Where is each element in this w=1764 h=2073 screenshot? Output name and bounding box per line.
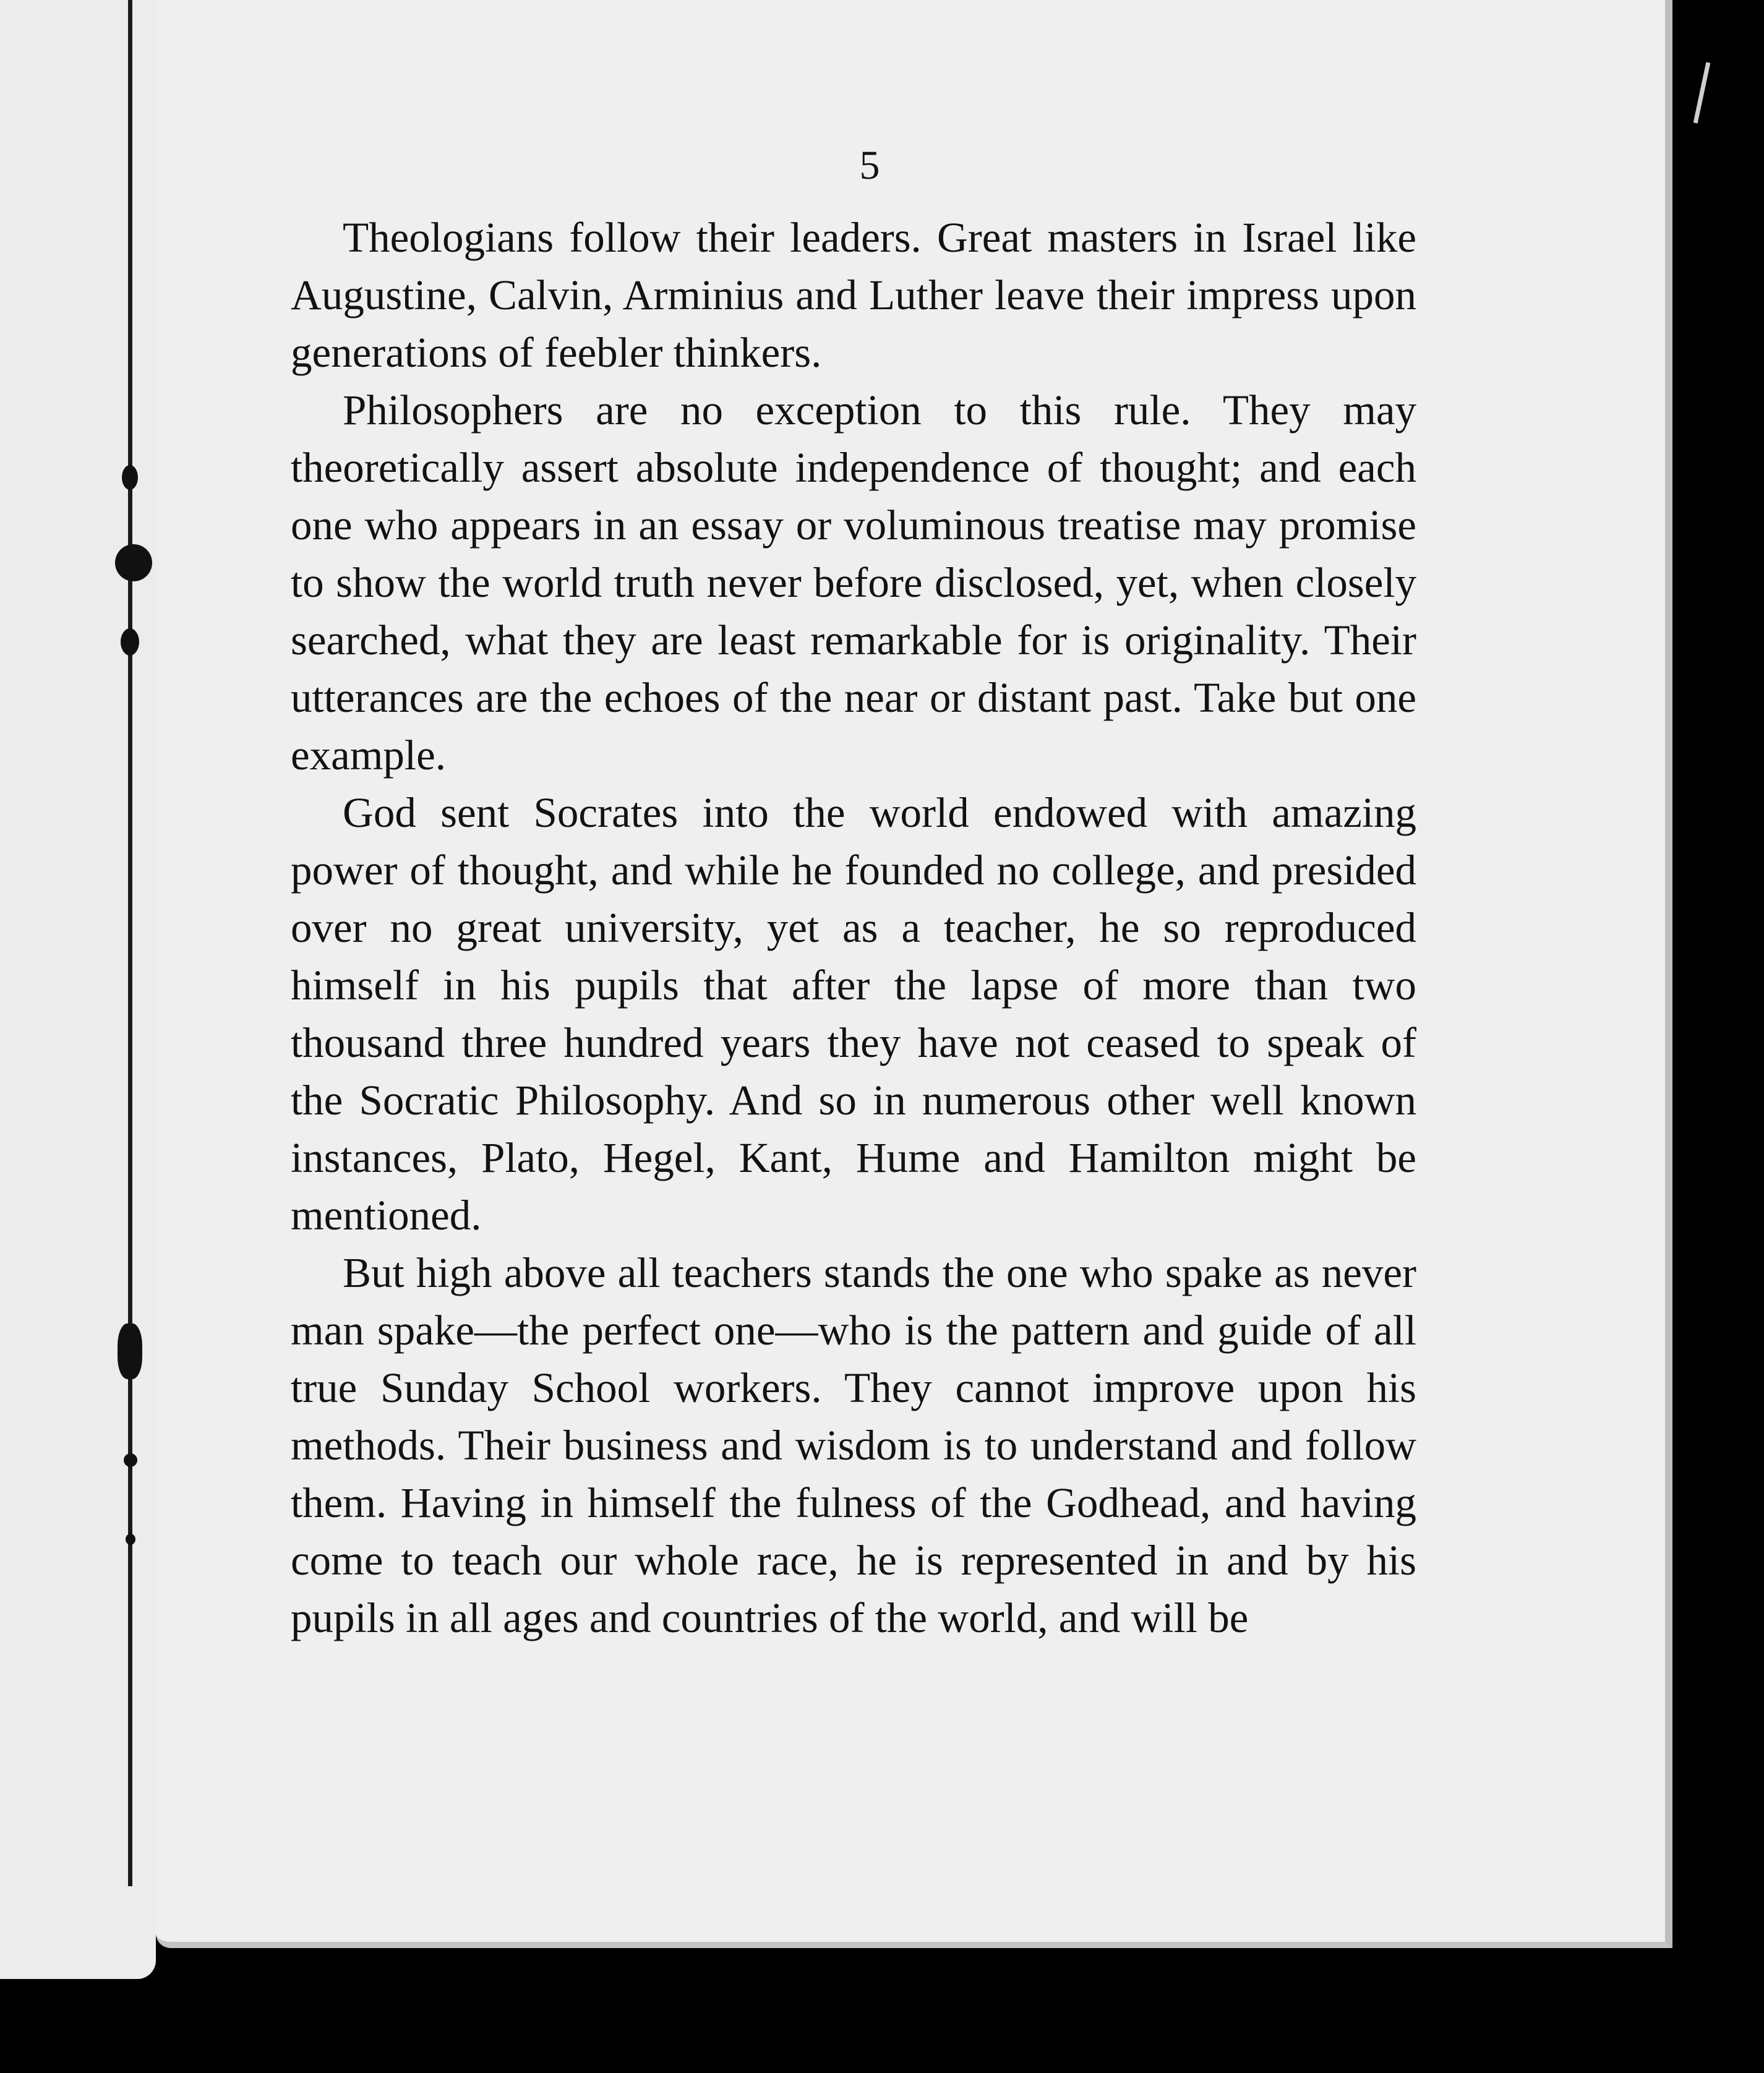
page-edge-mark xyxy=(1693,62,1711,123)
paragraph: Philosophers are no exception to this rule. They may theoretically assert absolute independence of thought; and each one who appears in an essay or voluminous treatise may promise to show the world truth never before disclosed, yet, when closely searched, what they are least remarkable for is originality. Their utterances are the echoes of the near or distant past. Take but one example. xyxy=(291,387,1416,779)
paragraph: But high above all teachers stands the one who spake as never man spake—the perfect one—who is the pattern and guide of all true Sunday School workers. They cannot improve upon his methods. Their business and wisdom is to understand and follow them. Having in himself the fulness of the Godhead, and having come to teach our whole race, he is represented in and by his pupils in all ages and countries of the world, and will be xyxy=(291,1249,1416,1641)
paragraph: Theologians follow their leaders. Great masters in Israel like Augustine, Calvin, Arminius and Luther leave their impress upon generations of feebler thinkers. xyxy=(291,214,1416,376)
body-text xyxy=(291,209,1416,1647)
binding-thread-mark xyxy=(115,544,152,581)
binding-thread-mark xyxy=(122,465,138,490)
binding-gutter xyxy=(128,0,132,1886)
page-number: 5 xyxy=(859,143,880,188)
facing-page-edge xyxy=(0,0,156,1979)
binding-thread-mark xyxy=(118,1323,142,1379)
binding-thread-mark xyxy=(124,1453,137,1467)
paragraph: God sent Socrates into the world endowed with amazing power of thought, and while he founded no college, and presided over no great university, yet as a teacher, he so reproduced himself in his pupils that after the lapse of more than two thousand three hundred years they have not ceased to speak of the Socratic Philosophy. And so in numerous other well known instances, Plato, Hegel, Kant, Hume and Hamilton might be mentioned. xyxy=(291,789,1416,1239)
binding-thread-mark xyxy=(126,1534,135,1545)
binding-thread-mark xyxy=(121,628,139,656)
